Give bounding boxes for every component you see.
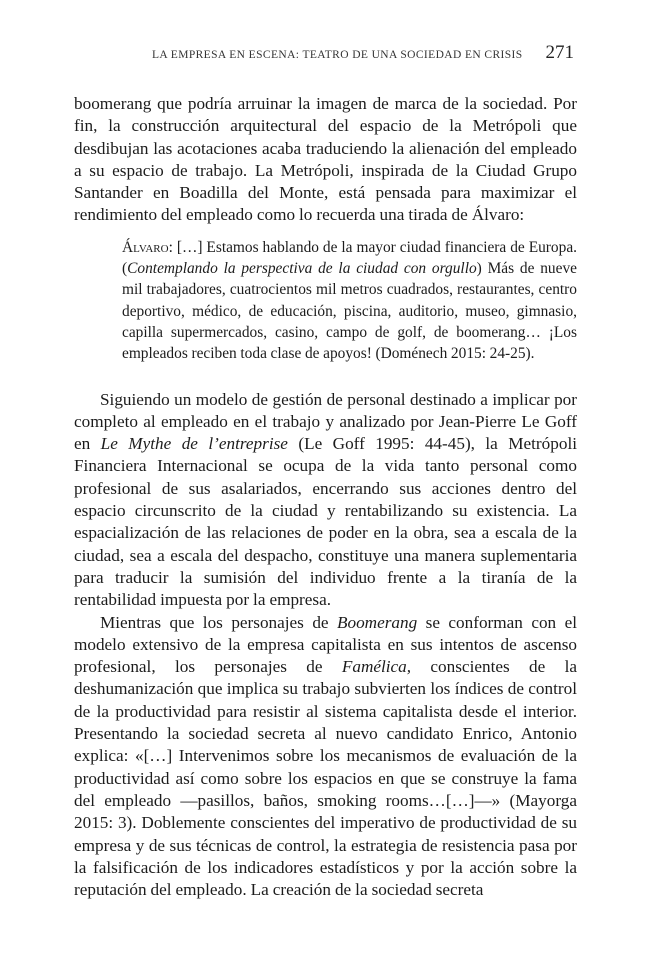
- running-title: LA EMPRESA EN ESCENA: TEATRO DE UNA SOCIEDAD EN CRISIS: [152, 49, 523, 61]
- paragraph-3-play-title-2: Famélica,: [341, 657, 412, 677]
- page-body: [74, 93, 577, 901]
- paragraph-2-text-1: Siguiendo un modelo de gestión de personal destinado a implicar por completo al empleado en el trabajo y analizado por Jean-Pierre Le Goff en: [74, 389, 577, 454]
- paragraph-3-play-title-1: Boomerang: [337, 612, 418, 632]
- paragraph-3: [74, 612, 577, 902]
- quote-stage-direction: Contemplando la perspectiva de la ciudad con orgullo: [127, 260, 477, 278]
- paragraph-2-text-2: (Le Goff 1995: 44-45), la Metrópoli Financiera Internacional se ocupa de la vida tanto personal como profesional de sus asalariados, encerrando sus acciones dentro del espacio circunscrito de la ciudad y rentabilizando su existencia. La espacialización de las relaciones de poder en la obra, sea a escala de la ciudad, sea a escala del despacho, constituye una manera suplementaria para traducir la sumisión del individuo frente a la tiranía de la rentabilidad impuesta por la empresa.: [74, 434, 577, 610]
- block-quote: [122, 237, 577, 365]
- quote-speaker: Álvaro:: [122, 238, 173, 256]
- paragraph-3-text-2: se conforman con el modelo extensivo de la empresa capitalista en sus intentos de ascenso profesional, los personajes de: [74, 612, 577, 677]
- page-number: 271: [545, 42, 574, 63]
- paragraph-1-text: boomerang que podría arruinar la imagen de marca de la sociedad. Por fin, la construcción arquitectural del espacio de la Metrópoli que desdibujan las acotaciones acaba traduciendo la alienación del empleado a su espacio de trabajo. La Metrópoli, inspirada de la Ciudad Grupo Santander en Boadilla del Monte, está pensada para maximizar el rendimiento del empleado como lo recuerda una tirada de Álvaro:: [74, 94, 577, 225]
- paragraph-3-text-1: Mientras que los personajes de: [100, 612, 337, 632]
- paragraph-3-text-3: conscientes de la deshumanización que implica su trabajo subvierten los índices de control de la productividad para resistir al sistema capitalista desde el interior. Presentando la sociedad secreta al nuevo candidato Enrico, Antonio explica: «[…] Intervenimos sobre los mecanismos de evaluación de la productividad así como sobre los espacios en que se construye la fama del empleado —pasillos, baños, smoking rooms…[…]—» (Mayorga 2015: 3). Doblemente conscientes del imperativo de productividad de su empresa y de sus técnicas de control, la estrategia de resistencia pasa por la falsificación de los indicadores estadísticos y por la acción sobre la reputación del empleado. La creación de la sociedad secreta: [74, 657, 577, 900]
- quote-text-2: ) Más de nueve mil trabajadores, cuatrocientos mil metros cuadrados, restaurantes, centro deportivo, médico, de educación, piscina, auditorio, museo, gimnasio, capilla supermercados, casino, campo de golf, de boomerang… ¡Los empleados reciben toda clase de apoyos! (Doménech 2015: 24-25).: [122, 260, 577, 363]
- paragraph-2: [74, 389, 577, 612]
- paragraph-1: [74, 93, 577, 227]
- paragraph-2-book-title: Le Mythe de l’entreprise: [100, 434, 288, 454]
- running-header: [96, 40, 574, 68]
- quote-text-1: […] Estamos hablando de la mayor ciudad financiera de Europa. (: [122, 238, 577, 278]
